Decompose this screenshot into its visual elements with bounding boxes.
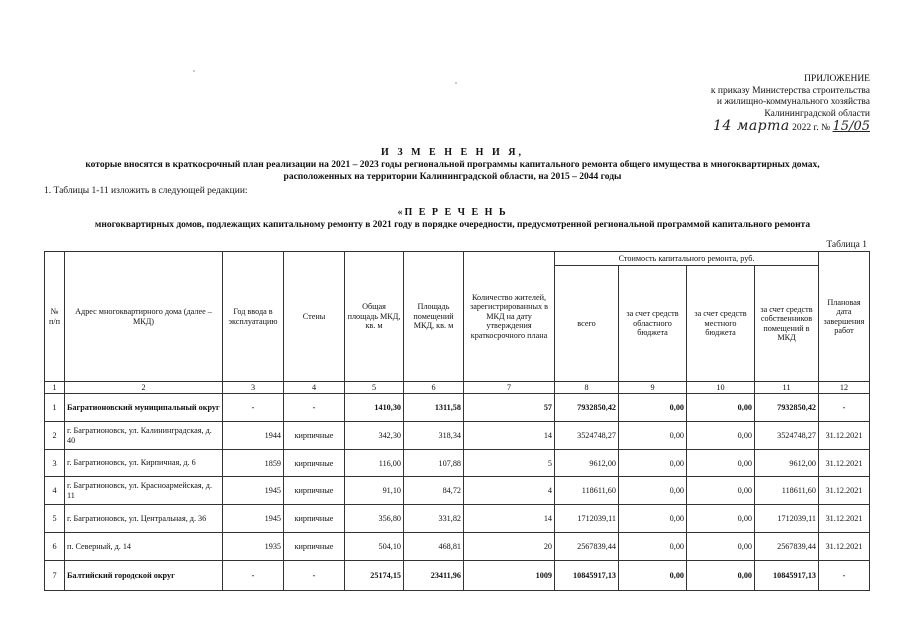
cell-residents: 4 <box>464 477 555 505</box>
cell-cost-local: 0,00 <box>687 477 755 505</box>
appendix-line-3: Калининградской области <box>764 108 870 119</box>
list-subtitle: многоквартирных домов, подлежащих капитальному ремонту в 2021 году в порядке очередности, предусмотренной региональной программой капитального ремонта <box>94 220 811 230</box>
header-cost-total: всего <box>555 266 619 382</box>
header-cost-region: за счет средств областного бюджета <box>619 266 687 382</box>
table-row <box>45 394 870 422</box>
cell-total-area: 342,30 <box>345 422 404 450</box>
appendix-block <box>640 74 870 135</box>
cell-cost-local: 0,00 <box>687 533 755 561</box>
column-number: 8 <box>555 382 619 394</box>
scan-speck <box>193 70 195 72</box>
cell-residents: 57 <box>464 394 555 422</box>
cell-cost-total: 118611,60 <box>555 477 619 505</box>
column-number: 12 <box>819 382 870 394</box>
table-row <box>45 561 870 591</box>
cell-cost-region: 0,00 <box>619 477 687 505</box>
cell-row-number: 2 <box>45 422 65 450</box>
header-num: № п/п <box>45 252 65 382</box>
header-address: Адрес многоквартирного дома (далее – МКД) <box>65 252 223 382</box>
cell-premises-area: 468,81 <box>404 533 464 561</box>
cell-premises-area: 107,88 <box>404 450 464 477</box>
header-total-area: Общая площадь МКД, кв. м <box>345 252 404 382</box>
cell-end-date: - <box>819 394 870 422</box>
cell-cost-owners: 1712039,11 <box>755 505 819 533</box>
cell-total-area: 504,10 <box>345 533 404 561</box>
cell-cost-region: 0,00 <box>619 505 687 533</box>
cell-premises-area: 1311,58 <box>404 394 464 422</box>
appendix-line-2: и жилищно-коммунального хозяйства <box>716 97 870 107</box>
header-end-date: Плановая дата завершения работ <box>819 252 870 382</box>
header-walls: Стены <box>284 252 345 382</box>
cell-total-area: 25174,15 <box>345 561 404 591</box>
cell-end-date: - <box>819 561 870 591</box>
cell-year: - <box>223 561 284 591</box>
table-row <box>45 422 870 450</box>
cell-walls: кирпичные <box>284 505 345 533</box>
cell-cost-total: 7932850,42 <box>555 394 619 422</box>
cell-address: г. Багратионовск, ул. Калининградская, д. 40 <box>65 422 223 450</box>
column-number: 11 <box>755 382 819 394</box>
table-row <box>45 533 870 561</box>
cell-cost-region: 0,00 <box>619 394 687 422</box>
appendix-date-line <box>640 118 870 135</box>
column-number: 4 <box>284 382 345 394</box>
header-cost-group: Стоимость капитального ремонта, руб. <box>555 252 819 266</box>
cell-row-number: 3 <box>45 450 65 477</box>
table-row <box>45 505 870 533</box>
cell-total-area: 91,10 <box>345 477 404 505</box>
column-number-row <box>45 382 870 394</box>
table-row <box>45 477 870 505</box>
cell-year: 1935 <box>223 533 284 561</box>
cell-cost-owners: 3524748,27 <box>755 422 819 450</box>
cell-year: 1944 <box>223 422 284 450</box>
header-residents: Количество жителей, зарегистрированных в МКД на дату утверждения краткосрочного плана <box>464 252 555 382</box>
header-cost-owners: за счет средств собственников помещений в МКД <box>755 266 819 382</box>
cell-cost-owners: 118611,60 <box>755 477 819 505</box>
header-premises-area: Площадь помещений МКД, кв. м <box>404 252 464 382</box>
cell-address: Балтийский городской округ <box>65 561 223 591</box>
repair-list-table <box>44 251 870 591</box>
cell-end-date: 31.12.2021 <box>819 422 870 450</box>
cell-cost-total: 1712039,11 <box>555 505 619 533</box>
cell-premises-area: 84,72 <box>404 477 464 505</box>
appendix-line-1: к приказу Министерства строительства <box>710 85 870 96</box>
table-label: Таблица 1 <box>826 240 867 250</box>
cell-address: г. Багратионовск, ул. Кирпичная, д. 6 <box>65 450 223 477</box>
list-title: «П Е Р Е Ч Е Н Ь <box>397 207 508 218</box>
cell-cost-total: 3524748,27 <box>555 422 619 450</box>
column-number: 2 <box>65 382 223 394</box>
column-number: 7 <box>464 382 555 394</box>
document-subtitle-line-2: расположенных на территории Калининградской области, на 2015 – 2044 годы <box>283 172 622 182</box>
cell-year: 1859 <box>223 450 284 477</box>
cell-total-area: 356,80 <box>345 505 404 533</box>
cell-end-date: 31.12.2021 <box>819 533 870 561</box>
header-year: Год ввода в эксплуатацию <box>223 252 284 382</box>
cell-residents: 20 <box>464 533 555 561</box>
cell-walls: кирпичные <box>284 450 345 477</box>
column-number: 1 <box>45 382 65 394</box>
cell-walls: кирпичные <box>284 477 345 505</box>
column-number: 3 <box>223 382 284 394</box>
cell-year: 1945 <box>223 477 284 505</box>
cell-total-area: 1410,30 <box>345 394 404 422</box>
table-row <box>45 450 870 477</box>
column-number: 9 <box>619 382 687 394</box>
cell-cost-local: 0,00 <box>687 394 755 422</box>
cell-residents: 14 <box>464 505 555 533</box>
document-title: И З М Е Н Е Н И Я, <box>381 147 524 158</box>
appendix-title: ПРИЛОЖЕНИЕ <box>804 74 870 84</box>
cell-address: г. Багратионовск, ул. Центральная, д. 36 <box>65 505 223 533</box>
cell-premises-area: 331,82 <box>404 505 464 533</box>
cell-end-date: 31.12.2021 <box>819 450 870 477</box>
cell-walls: - <box>284 394 345 422</box>
cell-address: г. Багратионовск, ул. Красноармейская, д. 11 <box>65 477 223 505</box>
scan-speck <box>455 82 457 84</box>
column-number: 5 <box>345 382 404 394</box>
cell-year: 1945 <box>223 505 284 533</box>
cell-cost-owners: 2567839,44 <box>755 533 819 561</box>
cell-premises-area: 318,34 <box>404 422 464 450</box>
cell-row-number: 4 <box>45 477 65 505</box>
cell-residents: 1009 <box>464 561 555 591</box>
cell-residents: 14 <box>464 422 555 450</box>
document-subtitle-line-1: которые вносятся в краткосрочный план реализации на 2021 – 2023 годы региональной программы капитального ремонта общего имущества в многоквартирных домах, <box>85 160 820 170</box>
cell-premises-area: 23411,96 <box>404 561 464 591</box>
header-row-1 <box>45 252 870 266</box>
cell-cost-region: 0,00 <box>619 561 687 591</box>
cell-row-number: 1 <box>45 394 65 422</box>
cell-cost-owners: 9612,00 <box>755 450 819 477</box>
cell-address: Багратионовский муниципальный округ <box>65 394 223 422</box>
handwritten-date: 14 марта <box>712 118 790 134</box>
cell-walls: кирпичные <box>284 533 345 561</box>
cell-row-number: 7 <box>45 561 65 591</box>
column-number: 6 <box>404 382 464 394</box>
appendix-year-text: 2022 г. № <box>792 123 831 133</box>
handwritten-number: 15/05 <box>832 119 870 134</box>
cell-cost-region: 0,00 <box>619 422 687 450</box>
cell-address: п. Северный, д. 14 <box>65 533 223 561</box>
item-1-text: 1. Таблицы 1-11 изложить в следующей редакции: <box>44 186 248 196</box>
cell-total-area: 116,00 <box>345 450 404 477</box>
header-cost-local: за счет средств местного бюджета <box>687 266 755 382</box>
cell-cost-total: 9612,00 <box>555 450 619 477</box>
cell-row-number: 6 <box>45 533 65 561</box>
column-number: 10 <box>687 382 755 394</box>
cell-cost-owners: 7932850,42 <box>755 394 819 422</box>
cell-residents: 5 <box>464 450 555 477</box>
cell-cost-local: 0,00 <box>687 422 755 450</box>
cell-walls: - <box>284 561 345 591</box>
cell-cost-owners: 10845917,13 <box>755 561 819 591</box>
cell-cost-region: 0,00 <box>619 450 687 477</box>
cell-year: - <box>223 394 284 422</box>
cell-end-date: 31.12.2021 <box>819 477 870 505</box>
cell-cost-local: 0,00 <box>687 450 755 477</box>
cell-cost-total: 2567839,44 <box>555 533 619 561</box>
cell-end-date: 31.12.2021 <box>819 505 870 533</box>
cell-row-number: 5 <box>45 505 65 533</box>
cell-walls: кирпичные <box>284 422 345 450</box>
cell-cost-total: 10845917,13 <box>555 561 619 591</box>
cell-cost-local: 0,00 <box>687 561 755 591</box>
cell-cost-local: 0,00 <box>687 505 755 533</box>
cell-cost-region: 0,00 <box>619 533 687 561</box>
